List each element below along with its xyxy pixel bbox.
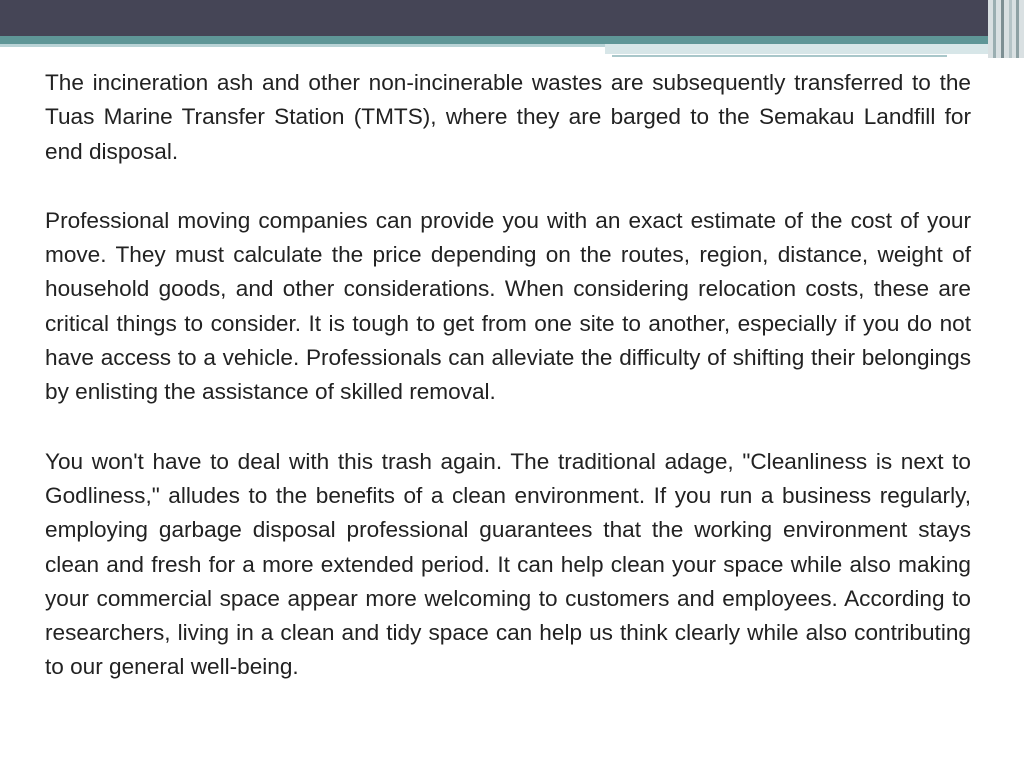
header-pale-rule-right (605, 44, 1024, 54)
paragraph-clean-environment: You won't have to deal with this trash again. The traditional adage, "Cleanliness is next to Godliness," alludes to the benefits of a clean environment. If you run a business regularly, employing garbage disposal professional guarantees that the working environment stays clean and fresh for a more extended period. It can help clean your space while also making your commercial space appear more welcoming to customers and employees. According to researchers, living in a clean and tidy space can help us think clearly while also contributing to our general well-being. (45, 448, 971, 680)
corner-decoration-bar (993, 0, 996, 58)
corner-decoration-bar (1009, 0, 1012, 58)
corner-decoration-bar (1016, 0, 1019, 58)
header-thin-rule-right (612, 55, 947, 57)
header-pale-rule (0, 44, 605, 47)
paragraph-moving-companies: Professional moving companies can provide you with an exact estimate of the cost of your move. They must calculate the price depending on the routes, region, distance, weight of household goods, and other considerations. When considering relocation costs, these are critical things to consider. It is tough to get from one site to another, especially if you do not have access to a vehicle. Professionals can alleviate the difficulty of shifting their belongings by enlisting the assistance of skilled removal. (45, 207, 971, 405)
header-accent-rule (0, 36, 1024, 44)
slide-body (45, 66, 971, 685)
slide-header-band (0, 0, 1024, 36)
corner-decoration-bar (1001, 0, 1004, 58)
corner-decoration (988, 0, 1024, 58)
paragraph-incineration-ash: The incineration ash and other non-incinerable wastes are subsequently transferred to the Tuas Marine Transfer Station (TMTS), where they are barged to the Semakau Landfill for end disposal. (45, 70, 971, 164)
